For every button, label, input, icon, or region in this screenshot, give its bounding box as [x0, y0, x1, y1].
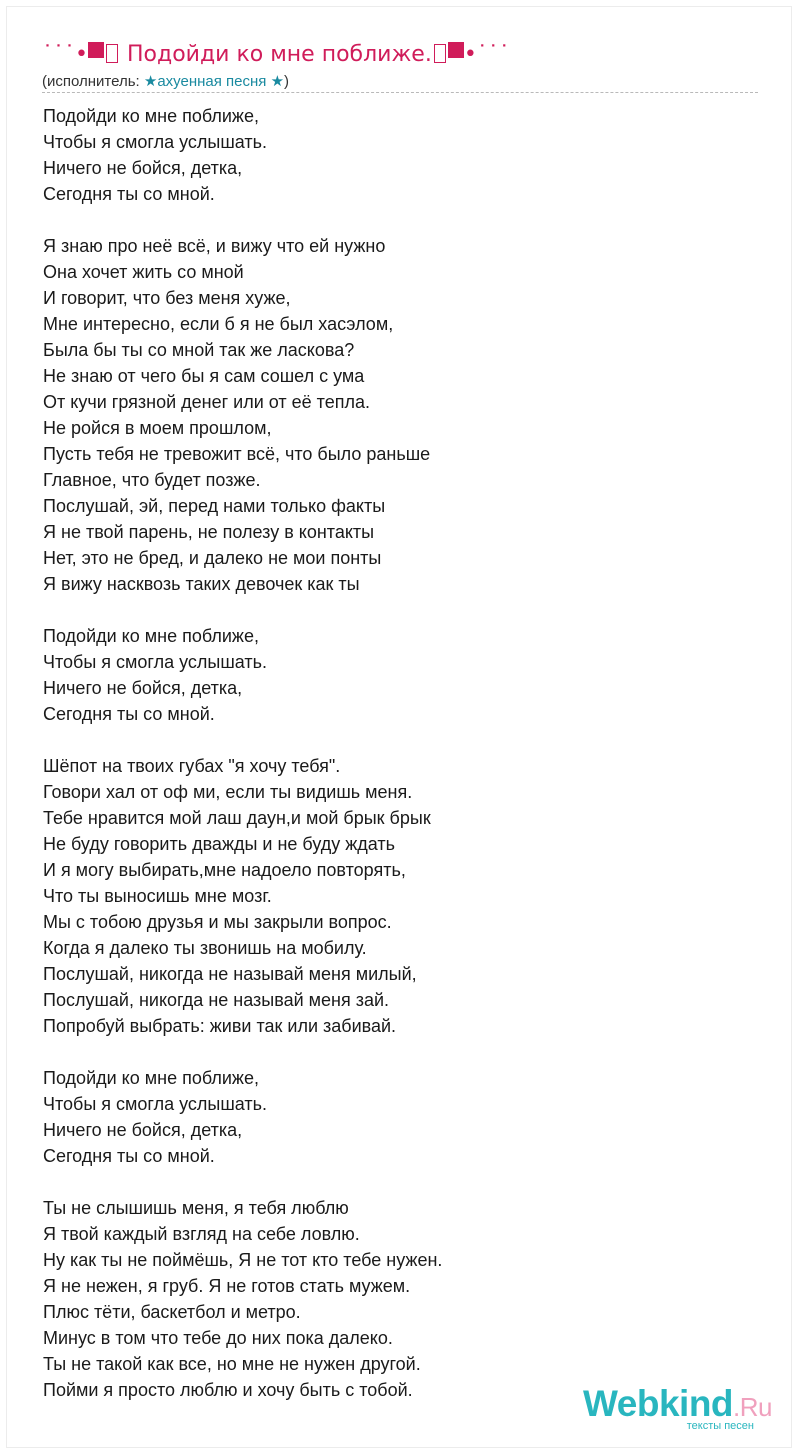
lyrics-line: Пойми я просто люблю и хочу быть с тобой. [43, 1380, 413, 1400]
webkind-logo [583, 1383, 772, 1432]
lyrics-line: Я знаю про неё всё, и вижу что ей нужно [43, 236, 386, 256]
title-block-icon [448, 42, 464, 58]
lyrics-line: Я не твой парень, не полезу в контакты [43, 522, 375, 542]
logo-subtitle: тексты песен [686, 1420, 754, 1432]
lyrics-line: Ничего не бойся, детка, [43, 1120, 243, 1140]
logo-tld: .Ru [733, 1392, 772, 1422]
lyrics-line: Сегодня ты со мной. [43, 1146, 215, 1166]
lyrics-body [43, 103, 743, 1429]
lyrics-line: Шёпот на твоих губах "я хочу тебя". [43, 756, 341, 776]
lyrics-line: И говорит, что без меня хуже, [43, 288, 291, 308]
title-decoration-right: •˙˙˙ [463, 42, 510, 67]
missing-glyph-icon [434, 44, 446, 63]
song-title [42, 40, 762, 70]
lyrics-line: Ну как ты не поймёшь, Я не тот кто тебе нужен. [43, 1250, 443, 1270]
lyrics-line: Сегодня ты со мной. [43, 184, 215, 204]
title-decoration-left: ˙˙˙• [42, 42, 88, 67]
lyrics-line: Не ройся в моем прошлом, [43, 418, 272, 438]
lyrics-line: Послушай, никогда не называй меня зай. [43, 990, 390, 1010]
lyrics-line: Я не нежен, я груб. Я не готов стать мужем. [43, 1276, 411, 1296]
missing-glyph-icon [106, 44, 118, 63]
lyrics-stanza [43, 753, 743, 1039]
lyrics-line: Ничего не бойся, детка, [43, 678, 243, 698]
title-block-icon [88, 42, 104, 58]
artist-line [42, 72, 289, 92]
lyrics-line: Тебе нравится мой лаш даун,и мой брык брык [43, 808, 431, 828]
lyrics-line: Говори хал от оф ми, если ты видишь меня. [43, 782, 413, 802]
lyrics-line: Чтобы я смогла услышать. [43, 652, 268, 672]
lyrics-line: Я вижу насквозь таких девочек как ты [43, 574, 360, 594]
logo-name: Webkind [583, 1383, 734, 1424]
lyrics-line: Подойди ко мне поближе, [43, 626, 259, 646]
lyrics-line: Была бы ты со мной так же ласкова? [43, 340, 355, 360]
lyrics-line: Чтобы я смогла услышать. [43, 132, 268, 152]
lyrics-line: Ничего не бойся, детка, [43, 158, 243, 178]
lyrics-line: И я могу выбирать,мне надоело повторять, [43, 860, 406, 880]
artist-link[interactable]: ★ахуенная песня ★ [143, 73, 285, 90]
lyrics-line: Послушай, эй, перед нами только факты [43, 496, 386, 516]
artist-suffix: ) [284, 73, 290, 90]
lyrics-line: Подойди ко мне поближе, [43, 106, 259, 126]
lyrics-line: Она хочет жить со мной [43, 262, 244, 282]
artist-prefix: (исполнитель: [42, 73, 144, 90]
lyrics-stanza [43, 233, 743, 597]
lyrics-line: Нет, это не бред, и далеко не мои понты [43, 548, 382, 568]
lyrics-line: Мы с тобою друзья и мы закрыли вопрос. [43, 912, 392, 932]
title-text: Подойди ко мне поближе. [126, 42, 432, 67]
dashed-separator [42, 92, 758, 93]
lyrics-stanza [43, 1195, 743, 1403]
lyrics-line: Не буду говорить дважды и не буду ждать [43, 834, 396, 854]
lyrics-line: Когда я далеко ты звонишь на мобилу. [43, 938, 367, 958]
lyrics-line: Минус в том что тебе до них пока далеко. [43, 1328, 393, 1348]
lyrics-line: Попробуй выбрать: живи так или забивай. [43, 1016, 397, 1036]
lyrics-line: Главное, что будет позже. [43, 470, 261, 490]
lyrics-stanza [43, 1065, 743, 1169]
lyrics-line: Чтобы я смогла услышать. [43, 1094, 268, 1114]
lyrics-stanza [43, 103, 743, 207]
lyrics-line: Подойди ко мне поближе, [43, 1068, 259, 1088]
lyrics-line: Что ты выносишь мне мозг. [43, 886, 272, 906]
lyrics-line: Пусть тебя не тревожит всё, что было раньше [43, 444, 431, 464]
lyrics-line: Ты не такой как все, но мне не нужен другой. [43, 1354, 421, 1374]
lyrics-line: Послушай, никогда не называй меня милый, [43, 964, 417, 984]
lyrics-line: От кучи грязной денег или от её тепла. [43, 392, 370, 412]
lyrics-line: Мне интересно, если б я не был хасэлом, [43, 314, 394, 334]
lyrics-line: Сегодня ты со мной. [43, 704, 215, 724]
lyrics-stanza [43, 623, 743, 727]
lyrics-line: Я твой каждый взгляд на себе ловлю. [43, 1224, 360, 1244]
lyrics-line: Не знаю от чего бы я сам сошел с ума [43, 366, 365, 386]
lyrics-line: Ты не слышишь меня, я тебя люблю [43, 1198, 349, 1218]
lyrics-line: Плюс тёти, баскетбол и метро. [43, 1302, 301, 1322]
